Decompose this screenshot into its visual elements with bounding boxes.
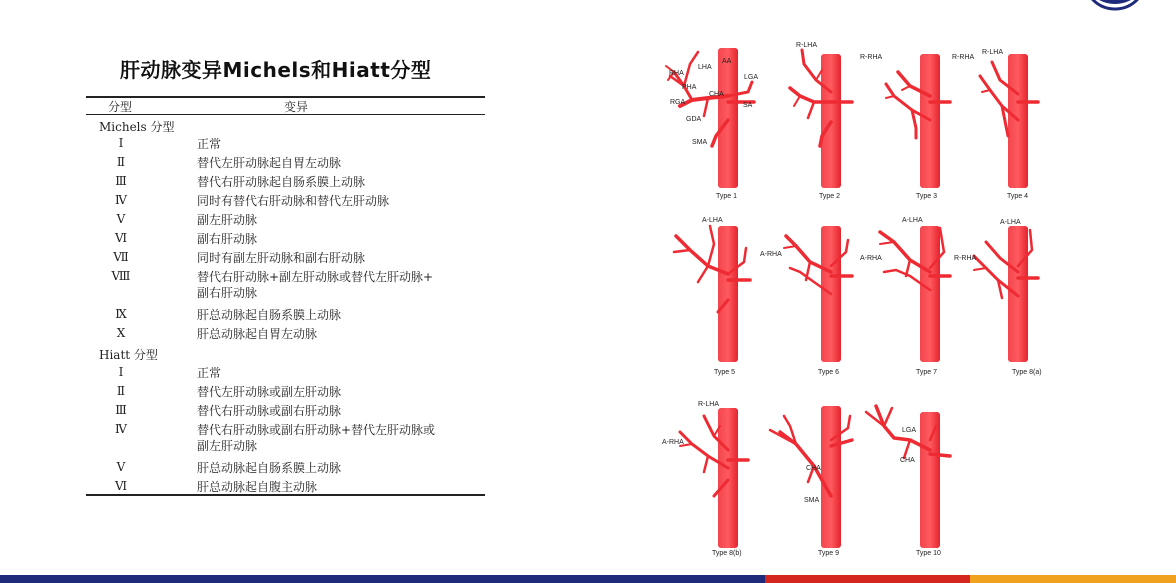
type-cell: Ⅶ bbox=[113, 250, 129, 264]
label-a-rha-6: A-RHA bbox=[760, 251, 782, 258]
diagram-type-8b bbox=[662, 401, 748, 557]
label-r-rha-4: R-RHA bbox=[952, 54, 975, 61]
type-cell: Ⅱ bbox=[116, 384, 126, 398]
desc-cell: 替代右肝动脉或副右肝动脉 bbox=[197, 404, 342, 418]
label-cha: CHA bbox=[709, 91, 724, 98]
type-cell: Ⅴ bbox=[116, 460, 126, 474]
label-sma-9: SMA bbox=[804, 497, 820, 504]
label-a-lha-8a: A-LHA bbox=[1000, 219, 1021, 226]
label-lha: LHA bbox=[698, 64, 712, 71]
label-lga: LGA bbox=[744, 74, 759, 81]
type-cell: Ⅱ bbox=[116, 155, 126, 169]
classification-table bbox=[86, 96, 485, 498]
label-rha: RHA bbox=[669, 70, 684, 77]
header-variation: 变异 bbox=[284, 100, 309, 114]
desc-cell: 正常 bbox=[197, 137, 222, 151]
label-a-rha-8b: A-RHA bbox=[662, 439, 684, 446]
caption-type-9: Type 9 bbox=[818, 550, 840, 557]
caption-type-4: Type 4 bbox=[1007, 193, 1029, 200]
caption-type-1: Type 1 bbox=[716, 193, 738, 200]
label-sa: SA bbox=[743, 102, 753, 109]
label-cha-10: CHA bbox=[900, 457, 915, 464]
label-r-lha-4: R-LHA bbox=[982, 49, 1004, 56]
desc-cell: 同时有替代右肝动脉和替代左肝动脉 bbox=[197, 194, 390, 208]
diagram-type-5 bbox=[674, 217, 750, 376]
desc-cell: 替代左肝动脉起自胃左动脉 bbox=[197, 156, 342, 170]
diagram-type-7 bbox=[860, 217, 950, 376]
desc-cell: 肝总动脉起自腹主动脉 bbox=[197, 480, 318, 494]
section-michels: Michels 分型 bbox=[99, 120, 175, 134]
caption-type-2: Type 2 bbox=[819, 193, 841, 200]
desc-cell: 同时有副左肝动脉和副右肝动脉 bbox=[197, 251, 366, 265]
caption-type-8a: Type 8(a) bbox=[1012, 369, 1042, 376]
section-hiatt: Hiatt 分型 bbox=[99, 348, 158, 362]
label-pha: PHA bbox=[682, 84, 697, 91]
diagram-type-8a bbox=[954, 219, 1042, 376]
label-lga-10: LGA bbox=[902, 427, 917, 434]
type-cell: Ⅹ bbox=[116, 326, 126, 340]
desc-line: 副右肝动脉 bbox=[197, 286, 258, 300]
desc-line: 副左肝动脉 bbox=[197, 439, 258, 453]
desc-cell: 副右肝动脉 bbox=[197, 232, 258, 246]
label-a-lha-5: A-LHA bbox=[702, 217, 723, 224]
table-header-rule bbox=[86, 114, 485, 115]
type-cell: Ⅵ bbox=[114, 479, 128, 493]
desc-line: 替代右肝动脉+副左肝动脉或替代左肝动脉+ bbox=[197, 270, 434, 284]
desc-cell bbox=[197, 422, 477, 454]
type-cell: Ⅲ bbox=[115, 174, 127, 188]
desc-cell bbox=[197, 269, 477, 301]
label-sma: SMA bbox=[692, 139, 708, 146]
footer-bar-orange bbox=[970, 575, 1176, 583]
desc-cell: 肝总动脉起自胃左动脉 bbox=[197, 327, 318, 341]
diagram-type-4 bbox=[952, 49, 1038, 200]
desc-cell: 副左肝动脉 bbox=[197, 213, 258, 227]
desc-line: 替代右肝动脉或副右肝动脉+替代左肝动脉或 bbox=[197, 423, 436, 437]
label-a-lha-7: A-LHA bbox=[902, 217, 923, 224]
diagram-type-10 bbox=[866, 406, 950, 557]
desc-cell: 正常 bbox=[197, 366, 222, 380]
diagram-type-3 bbox=[860, 54, 950, 200]
type-cell: Ⅷ bbox=[111, 269, 131, 283]
diagram-type-1 bbox=[666, 48, 758, 200]
label-r-rha-8a: R-RHA bbox=[954, 255, 977, 262]
diagram-type-2 bbox=[790, 42, 852, 200]
table-bottom-rule bbox=[86, 494, 485, 496]
diagram-type-6 bbox=[760, 226, 852, 376]
type-cell: Ⅵ bbox=[114, 231, 128, 245]
header-type: 分型 bbox=[108, 100, 133, 114]
label-aa: AA bbox=[722, 58, 732, 65]
label-r-lha: R-LHA bbox=[796, 42, 818, 49]
type-cell: Ⅸ bbox=[115, 307, 127, 321]
caption-type-10: Type 10 bbox=[916, 550, 941, 557]
desc-cell: 替代右肝动脉起自肠系膜上动脉 bbox=[197, 175, 366, 189]
type-cell: Ⅳ bbox=[115, 422, 127, 436]
type-cell: Ⅰ bbox=[118, 365, 124, 379]
desc-cell: 肝总动脉起自肠系膜上动脉 bbox=[197, 308, 342, 322]
label-cha-9: CHA bbox=[806, 465, 821, 472]
label-r-rha: R-RHA bbox=[860, 54, 883, 61]
label-gda: GDA bbox=[686, 116, 702, 123]
type-cell: Ⅳ bbox=[115, 193, 127, 207]
slide-title: 肝动脉变异Michels和Hiatt分型 bbox=[120, 58, 432, 82]
caption-type-3: Type 3 bbox=[916, 193, 938, 200]
diagram-type-9 bbox=[770, 406, 852, 557]
label-r-lha-8b: R-LHA bbox=[698, 401, 720, 408]
university-seal-logo bbox=[1082, 0, 1148, 16]
footer-bar-blue bbox=[0, 575, 765, 583]
footer-bar-red bbox=[765, 575, 970, 583]
type-cell: Ⅲ bbox=[115, 403, 127, 417]
caption-type-6: Type 6 bbox=[818, 369, 840, 376]
hepatic-artery-variation-diagrams bbox=[640, 36, 1080, 566]
label-a-rha-7: A-RHA bbox=[860, 255, 882, 262]
type-cell: Ⅰ bbox=[118, 136, 124, 150]
caption-type-7: Type 7 bbox=[916, 369, 938, 376]
label-rga: RGA bbox=[670, 99, 686, 106]
desc-cell: 替代左肝动脉或副左肝动脉 bbox=[197, 385, 342, 399]
caption-type-8b: Type 8(b) bbox=[712, 550, 742, 557]
type-cell: Ⅴ bbox=[116, 212, 126, 226]
desc-cell: 肝总动脉起自肠系膜上动脉 bbox=[197, 461, 342, 475]
caption-type-5: Type 5 bbox=[714, 369, 736, 376]
